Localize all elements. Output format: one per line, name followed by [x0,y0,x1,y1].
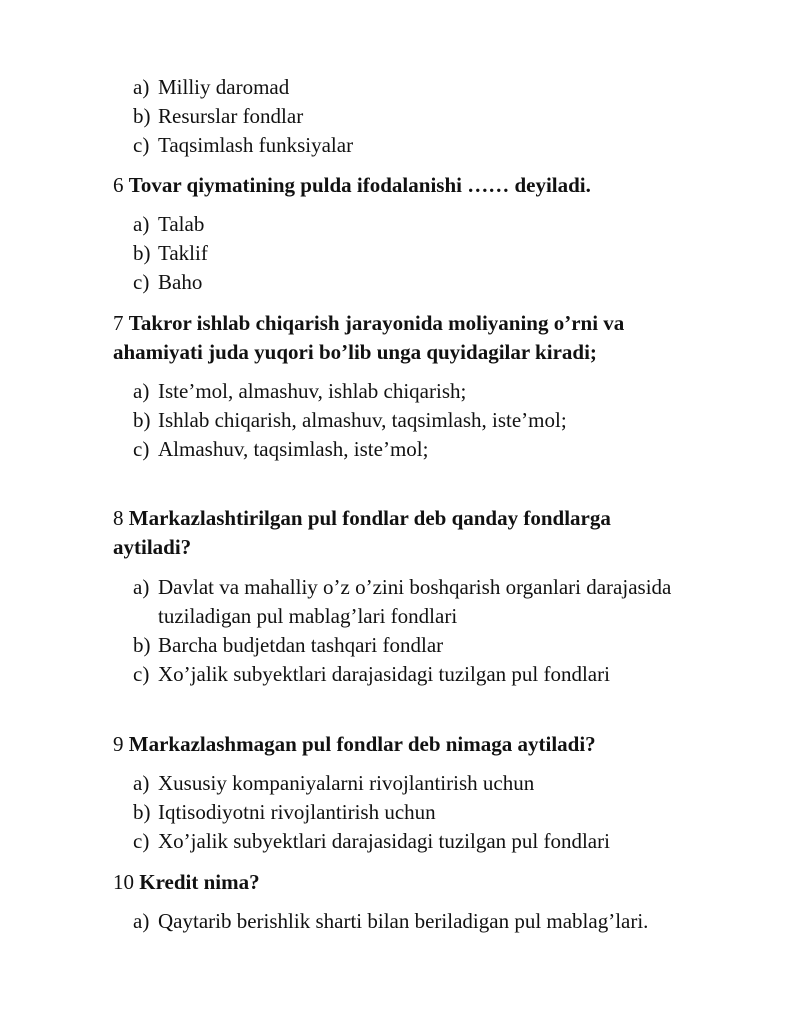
option-6b [133,239,208,268]
option-7a [133,377,466,406]
option-5b [133,102,303,131]
option-text: Talab [158,212,205,236]
option-text: Milliy daromad [158,75,290,99]
option-letter: c) [133,133,150,157]
question-7 [113,309,624,338]
question-6 [113,171,591,200]
option-8a-continuation: tuziladigan pul mablag’lari fondlari [158,604,458,628]
question-number: 8 [113,506,124,530]
option-text: Xo’jalik subyektlari darajasidagi tuzilgan pul fondlari [158,829,610,853]
option-text: Taklif [158,241,208,265]
question-text: Kredit nima? [139,870,260,894]
option-letter: a) [133,575,150,599]
question-number: 10 [113,870,134,894]
option-letter: c) [133,829,150,853]
option-text: Iqtisodiyotni rivojlantirish uchun [158,800,436,824]
question-8 [113,504,611,533]
option-text: Taqsimlash funksiyalar [158,133,354,157]
option-9c [133,827,610,856]
option-text: Almashuv, taqsimlash, iste’mol; [158,437,429,461]
question-text: Tovar qiymatining pulda ifodalanishi …… deyiladi. [128,173,591,197]
option-8a [133,573,671,602]
question-10 [113,868,260,897]
option-7c [133,435,428,464]
option-8b [133,631,443,660]
option-letter: b) [133,241,151,265]
option-letter: b) [133,633,151,657]
question-9 [113,730,596,759]
option-text: Xo’jalik subyektlari darajasidagi tuzilgan pul fondlari [158,662,610,686]
option-text: Iste’mol, almashuv, ishlab chiqarish; [158,379,467,403]
option-letter: c) [133,662,150,686]
option-letter: a) [133,75,150,99]
option-5c [133,131,353,160]
question-7-continuation: ahamiyati juda yuqori bo’lib unga quyidagilar kiradi; [113,340,597,364]
option-letter: b) [133,800,151,824]
option-text: Resurslar fondlar [158,104,304,128]
option-10a [133,907,648,936]
question-8-continuation: aytiladi? [113,535,192,559]
question-text: Markazlashtirilgan pul fondlar deb qanday fondlarga [128,506,611,530]
option-6c [133,268,202,297]
option-letter: a) [133,909,150,933]
question-number: 6 [113,173,124,197]
option-letter: c) [133,437,150,461]
option-text: Baho [158,270,203,294]
option-letter: b) [133,104,151,128]
option-5a [133,73,289,102]
option-9b [133,798,436,827]
option-9a [133,769,534,798]
option-letter: a) [133,771,150,795]
question-text: Markazlashmagan pul fondlar deb nimaga aytiladi? [128,732,596,756]
question-text: Takror ishlab chiqarish jarayonida moliyaning o’rni va [128,311,625,335]
option-7b [133,406,567,435]
option-8c [133,660,610,689]
option-text: Ishlab chiqarish, almashuv, taqsimlash, iste’mol; [158,408,567,432]
option-letter: c) [133,270,150,294]
question-number: 9 [113,732,124,756]
option-text: Barcha budjetdan tashqari fondlar [158,633,444,657]
option-text: Xususiy kompaniyalarni rivojlantirish uchun [158,771,535,795]
option-text: Qaytarib berishlik sharti bilan beriladigan pul mablag’lari. [158,909,649,933]
option-letter: b) [133,408,151,432]
option-letter: a) [133,212,150,236]
option-letter: a) [133,379,150,403]
option-6a [133,210,204,239]
option-text: Davlat va mahalliy o’z o’zini boshqarish organlari darajasida [158,575,672,599]
question-number: 7 [113,311,124,335]
